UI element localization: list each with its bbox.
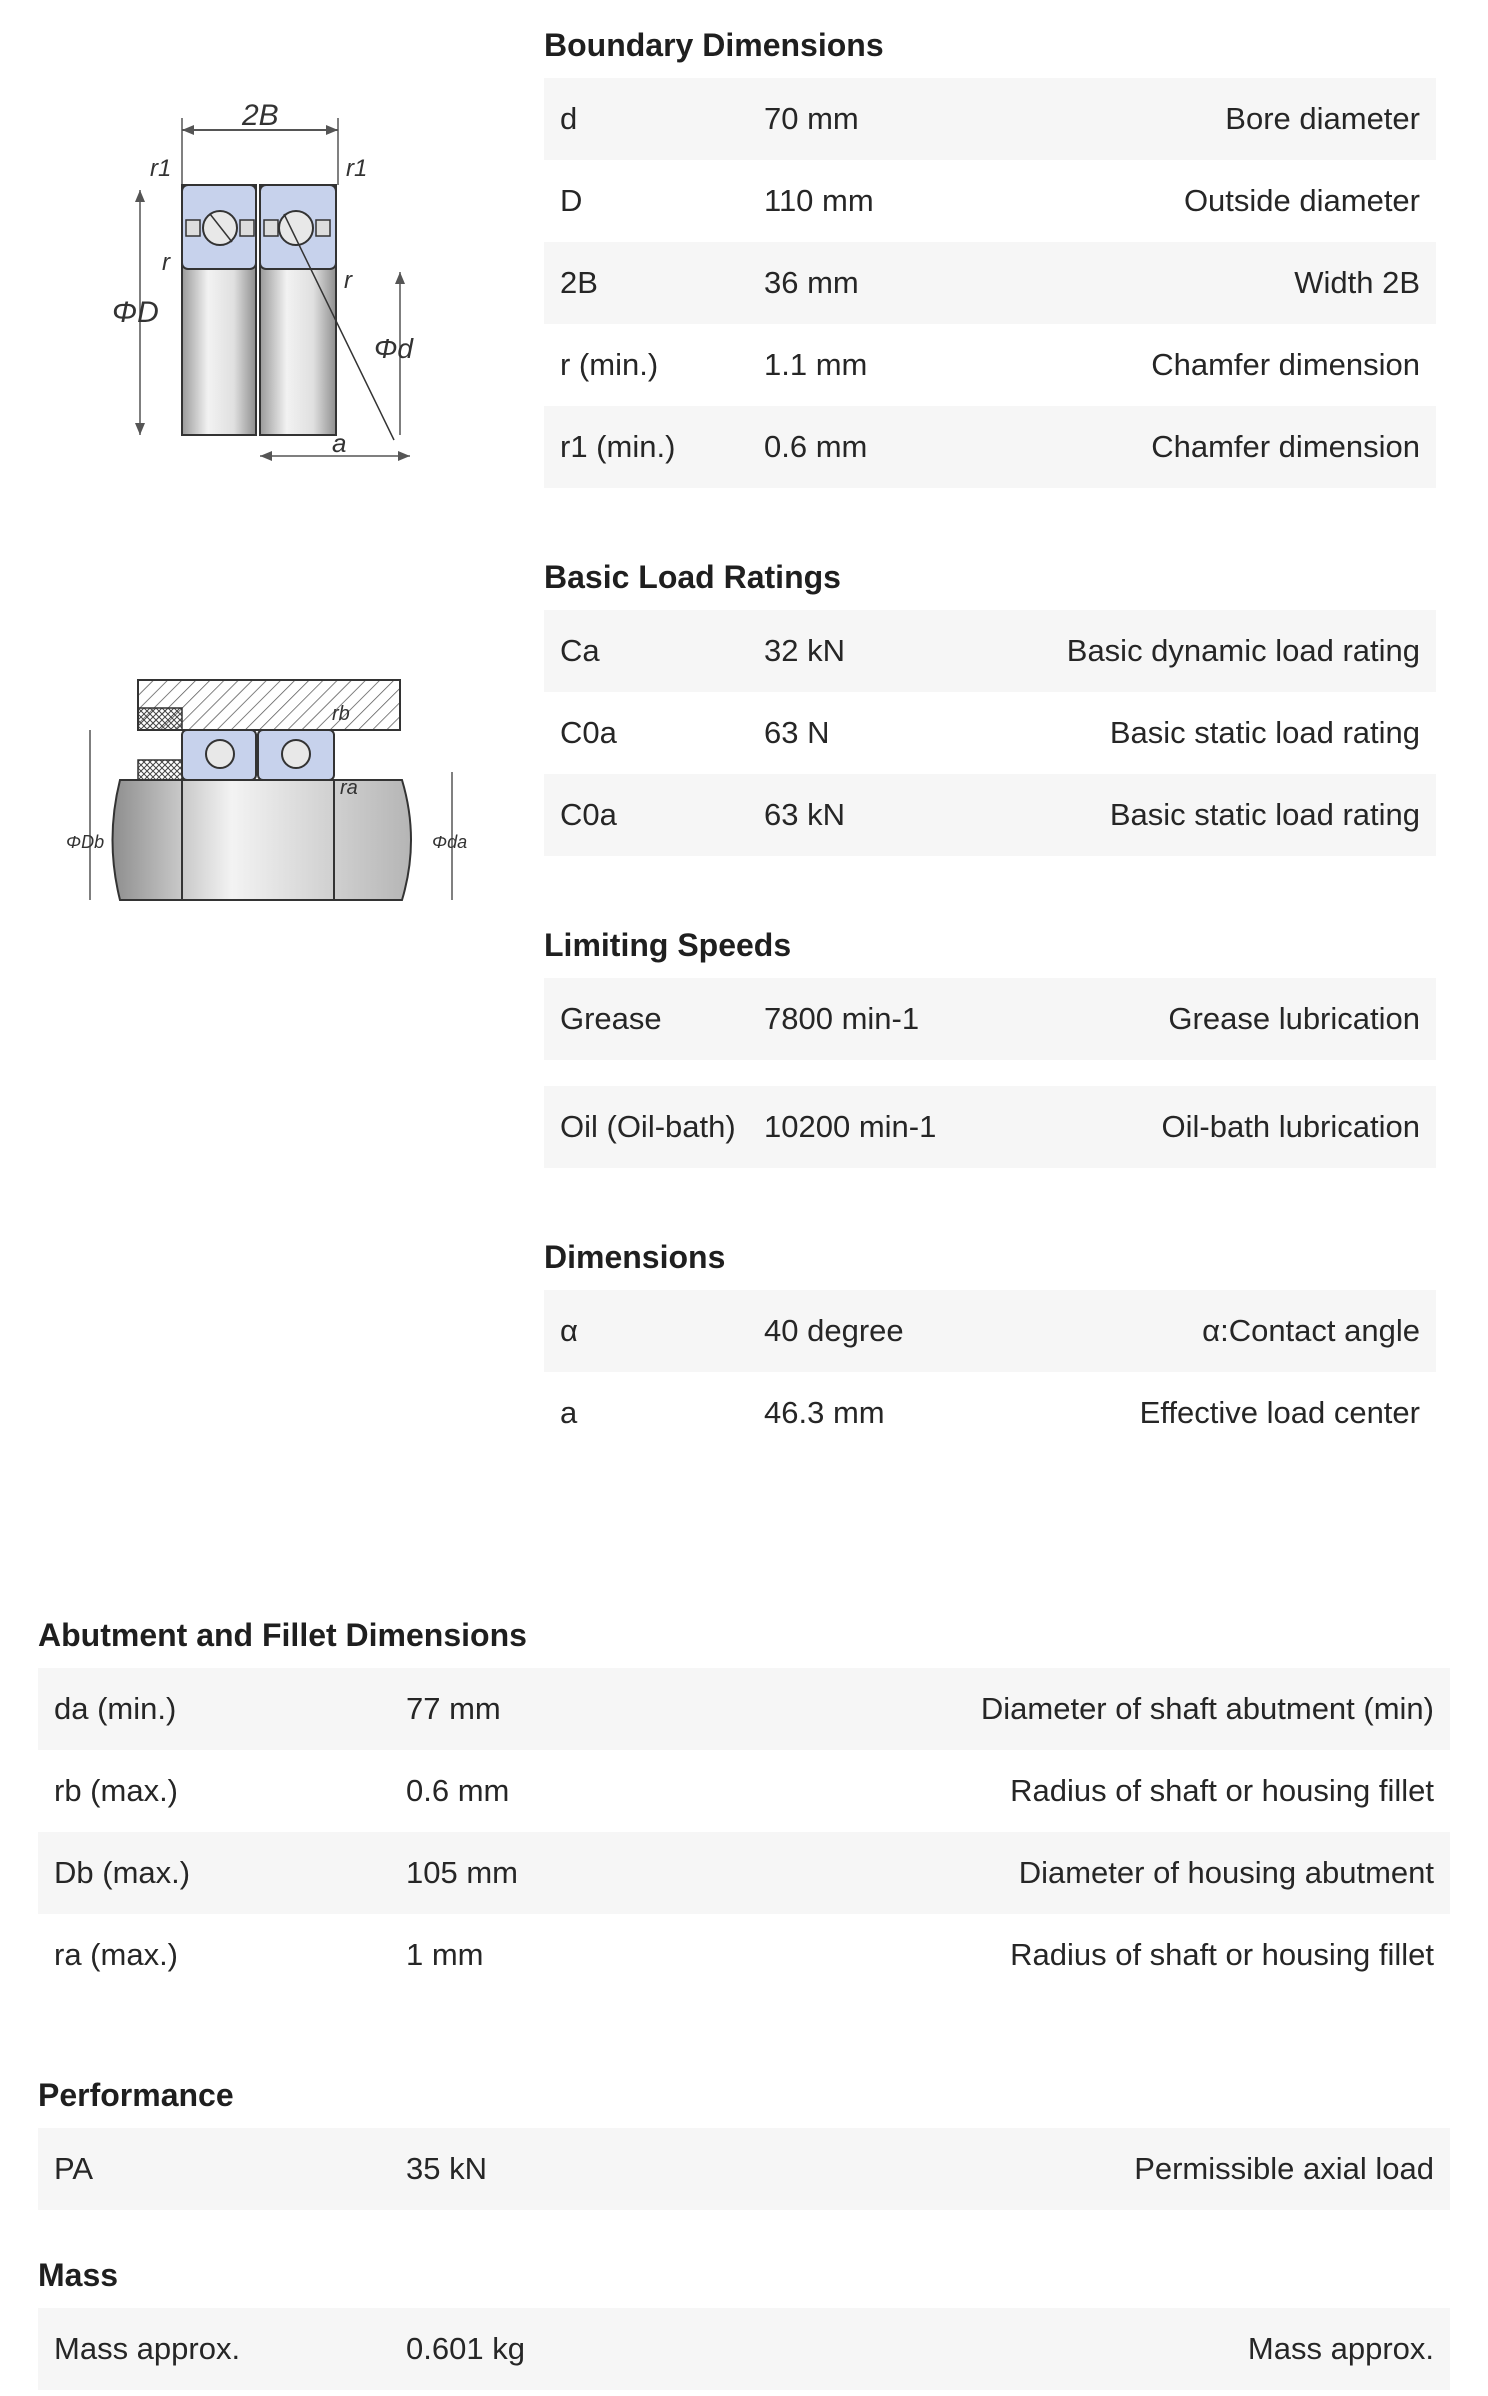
section-title: Performance bbox=[38, 2077, 234, 2113]
row-description: Diameter of shaft abutment (min) bbox=[980, 1691, 1434, 1726]
row-symbol: C0a bbox=[560, 797, 617, 832]
row-symbol: Ca bbox=[560, 633, 600, 668]
row-value: 40 degree bbox=[764, 1313, 904, 1348]
row-value: 10200 min-1 bbox=[764, 1109, 937, 1144]
boundary-dimensions-section bbox=[544, 4, 1436, 488]
row-symbol: da (min.) bbox=[54, 1691, 177, 1726]
row-description: Outside diameter bbox=[1183, 183, 1420, 218]
row-symbol: r1 (min.) bbox=[560, 429, 676, 464]
row-description: Mass approx. bbox=[1247, 2331, 1434, 2366]
table-row bbox=[544, 160, 1436, 242]
row-description: Oil-bath lubrication bbox=[1161, 1109, 1420, 1144]
label-r-left: r bbox=[162, 249, 170, 276]
table-row bbox=[544, 978, 1436, 1060]
bearing-cross-section-diagram bbox=[60, 90, 440, 480]
table-row bbox=[544, 242, 1436, 324]
table-row bbox=[38, 1750, 1450, 1832]
row-symbol: PA bbox=[54, 2151, 94, 2186]
performance-section bbox=[38, 2054, 1450, 2210]
row-value: 70 mm bbox=[764, 101, 859, 136]
mass-section bbox=[38, 2234, 1450, 2390]
row-value: 77 mm bbox=[406, 1691, 501, 1726]
table-row bbox=[544, 406, 1436, 488]
row-value: 1.1 mm bbox=[764, 347, 868, 382]
row-symbol: α bbox=[560, 1313, 578, 1348]
label-2b: 2B bbox=[242, 99, 279, 132]
row-symbol: r (min.) bbox=[560, 347, 659, 382]
row-value: 36 mm bbox=[764, 265, 859, 300]
table-row bbox=[544, 78, 1436, 160]
abutment-fillet-section bbox=[38, 1594, 1450, 1996]
row-value: 46.3 mm bbox=[764, 1395, 885, 1430]
label-r-right: r bbox=[344, 267, 352, 294]
section-title: Abutment and Fillet Dimensions bbox=[38, 1617, 527, 1653]
row-symbol: Oil (Oil-bath) bbox=[560, 1109, 736, 1144]
label-da: Φda bbox=[432, 832, 468, 852]
row-description: Basic static load rating bbox=[1109, 715, 1420, 750]
label-ra: ra bbox=[340, 777, 358, 799]
row-description: α:Contact angle bbox=[1202, 1313, 1420, 1348]
row-description: Chamfer dimension bbox=[1151, 429, 1420, 464]
row-symbol: a bbox=[560, 1395, 578, 1430]
table-row bbox=[544, 324, 1436, 406]
row-symbol: ra (max.) bbox=[54, 1937, 178, 1972]
basic-load-ratings-section bbox=[544, 536, 1436, 856]
table-row bbox=[544, 1086, 1436, 1168]
row-value: 110 mm bbox=[764, 183, 874, 218]
row-value: 35 kN bbox=[406, 2151, 487, 2186]
row-symbol: Mass approx. bbox=[54, 2331, 241, 2366]
section-title: Dimensions bbox=[544, 1239, 726, 1275]
section-title: Basic Load Ratings bbox=[544, 559, 841, 595]
row-value: 105 mm bbox=[406, 1855, 518, 1890]
row-description: Effective load center bbox=[1139, 1395, 1420, 1430]
row-value: 0.601 kg bbox=[406, 2331, 525, 2366]
row-value: 7800 min-1 bbox=[764, 1001, 920, 1036]
row-description: Permissible axial load bbox=[1134, 2151, 1434, 2186]
row-description: Basic dynamic load rating bbox=[1066, 633, 1420, 668]
row-description: Radius of shaft or housing fillet bbox=[1010, 1773, 1434, 1808]
label-r1-right: r1 bbox=[346, 155, 368, 182]
table-row bbox=[544, 610, 1436, 692]
row-description: Radius of shaft or housing fillet bbox=[1010, 1937, 1434, 1972]
row-description: Width 2B bbox=[1294, 265, 1420, 300]
row-value: 0.6 mm bbox=[764, 429, 868, 464]
row-symbol: D bbox=[560, 183, 583, 218]
table-row bbox=[38, 2308, 1450, 2390]
row-value: 0.6 mm bbox=[406, 1773, 510, 1808]
dimensions-section bbox=[544, 1216, 1436, 1454]
table-row bbox=[38, 1914, 1450, 1996]
table-row bbox=[38, 2128, 1450, 2210]
table-row bbox=[544, 1372, 1436, 1454]
table-row bbox=[38, 1668, 1450, 1750]
row-description: Basic static load rating bbox=[1109, 797, 1420, 832]
label-outer-d: ΦD bbox=[112, 296, 159, 329]
section-title: Boundary Dimensions bbox=[544, 27, 884, 63]
label-bore-d: Φd bbox=[374, 333, 414, 364]
row-description: Grease lubrication bbox=[1168, 1001, 1420, 1036]
label-r1-left: r1 bbox=[150, 155, 172, 182]
table-row bbox=[38, 1832, 1450, 1914]
label-rb: rb bbox=[332, 703, 350, 725]
table-row bbox=[544, 774, 1436, 856]
section-title: Mass bbox=[38, 2257, 119, 2293]
row-value: 63 N bbox=[764, 715, 830, 750]
limiting-speeds-section bbox=[544, 904, 1436, 1168]
row-value: 63 kN bbox=[764, 797, 845, 832]
row-symbol: C0a bbox=[560, 715, 617, 750]
row-symbol: Grease bbox=[560, 1001, 662, 1036]
label-a: a bbox=[332, 428, 347, 458]
row-symbol: d bbox=[560, 101, 578, 136]
table-row bbox=[544, 1290, 1436, 1372]
row-description: Diameter of housing abutment bbox=[1018, 1855, 1434, 1890]
section-title: Limiting Speeds bbox=[544, 927, 792, 963]
row-description: Bore diameter bbox=[1225, 101, 1420, 136]
row-value: 32 kN bbox=[764, 633, 845, 668]
label-db: ΦDb bbox=[66, 832, 105, 852]
row-symbol: rb (max.) bbox=[54, 1773, 178, 1808]
bearing-mounting-diagram bbox=[60, 660, 480, 920]
row-symbol: Db (max.) bbox=[54, 1855, 191, 1890]
row-value: 1 mm bbox=[406, 1937, 484, 1972]
table-row bbox=[544, 692, 1436, 774]
row-symbol: 2B bbox=[560, 265, 598, 300]
row-description: Chamfer dimension bbox=[1151, 347, 1420, 382]
